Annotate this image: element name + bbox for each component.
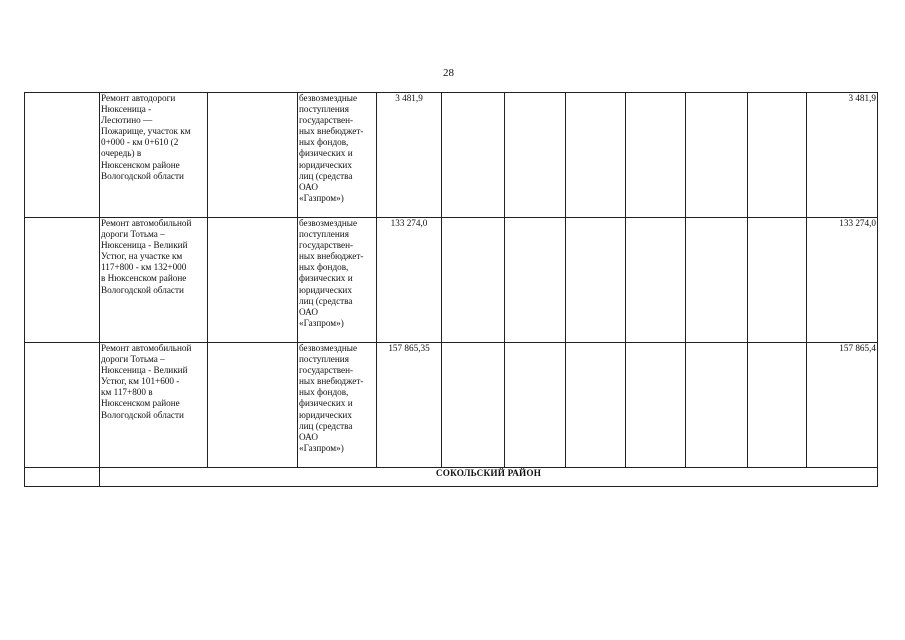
amount-cell: 133 274,0 bbox=[377, 218, 442, 343]
empty-cell bbox=[686, 93, 748, 218]
funding-source-cell bbox=[298, 218, 377, 343]
budget-table bbox=[24, 92, 878, 487]
funding-source-cell bbox=[298, 343, 377, 468]
project-name: Ремонт автомобильной дороги Тотьма – Нюксеница - Великий Устюг, км 101+600 - км 117+800 в Нюксенском районе Вологодской области bbox=[101, 343, 192, 420]
empty-cell bbox=[626, 218, 686, 343]
amount-cell: 3 481,9 bbox=[377, 93, 442, 218]
project-name: Ремонт автомобильной дороги Тотьма – Нюксеница - Великий Устюг, на участке км 117+800 - км 132+000 в Нюксенском районе Вологодской области bbox=[101, 218, 192, 295]
total-cell: 133 274,0 bbox=[807, 218, 878, 343]
empty-cell bbox=[748, 218, 807, 343]
funding-source: безвозмездные поступления государствен- ных внебюджет- ных фондов, физических и юридических лиц (средства ОАО «Газпром») bbox=[299, 93, 364, 203]
empty-cell bbox=[686, 343, 748, 468]
row-number-cell bbox=[25, 93, 100, 218]
row-number-cell bbox=[25, 218, 100, 343]
funding-source: безвозмездные поступления государствен- ных внебюджет- ных фондов, физических и юридических лиц (средства ОАО «Газпром») bbox=[299, 343, 364, 453]
empty-cell bbox=[208, 93, 298, 218]
funding-source-cell bbox=[298, 93, 377, 218]
amount-cell: 157 865,35 bbox=[377, 343, 442, 468]
total-cell: 157 865,4 bbox=[807, 343, 878, 468]
section-title: СОКОЛЬСКИЙ РАЙОН bbox=[100, 468, 878, 487]
empty-cell bbox=[208, 218, 298, 343]
page-number: 28 bbox=[443, 67, 454, 79]
row-number-cell bbox=[25, 343, 100, 468]
empty-cell bbox=[566, 343, 626, 468]
empty-cell bbox=[505, 218, 566, 343]
project-name-cell bbox=[100, 93, 208, 218]
empty-cell bbox=[442, 93, 505, 218]
project-name-cell bbox=[100, 343, 208, 468]
table-row bbox=[25, 343, 878, 468]
empty-cell bbox=[442, 218, 505, 343]
project-name-cell bbox=[100, 218, 208, 343]
table-row bbox=[25, 218, 878, 343]
empty-cell bbox=[566, 93, 626, 218]
empty-cell bbox=[442, 343, 505, 468]
empty-cell bbox=[748, 93, 807, 218]
empty-cell bbox=[748, 343, 807, 468]
empty-cell bbox=[505, 93, 566, 218]
empty-cell bbox=[686, 218, 748, 343]
section-row bbox=[25, 468, 878, 487]
empty-cell bbox=[208, 343, 298, 468]
total-cell: 3 481,9 bbox=[807, 93, 878, 218]
table-row bbox=[25, 93, 878, 218]
empty-cell bbox=[626, 343, 686, 468]
empty-cell bbox=[626, 93, 686, 218]
project-name: Ремонт автодороги Нюксеница - Лесютино — Пожарище, участок км 0+000 - км 0+610 (2 очередь) в Нюксенском районе Вологодской области bbox=[101, 93, 191, 181]
funding-source: безвозмездные поступления государствен- ных внебюджет- ных фондов, физических и юридических лиц (средства ОАО «Газпром») bbox=[299, 218, 364, 328]
empty-cell bbox=[566, 218, 626, 343]
empty-cell bbox=[505, 343, 566, 468]
row-number-cell bbox=[25, 468, 100, 487]
